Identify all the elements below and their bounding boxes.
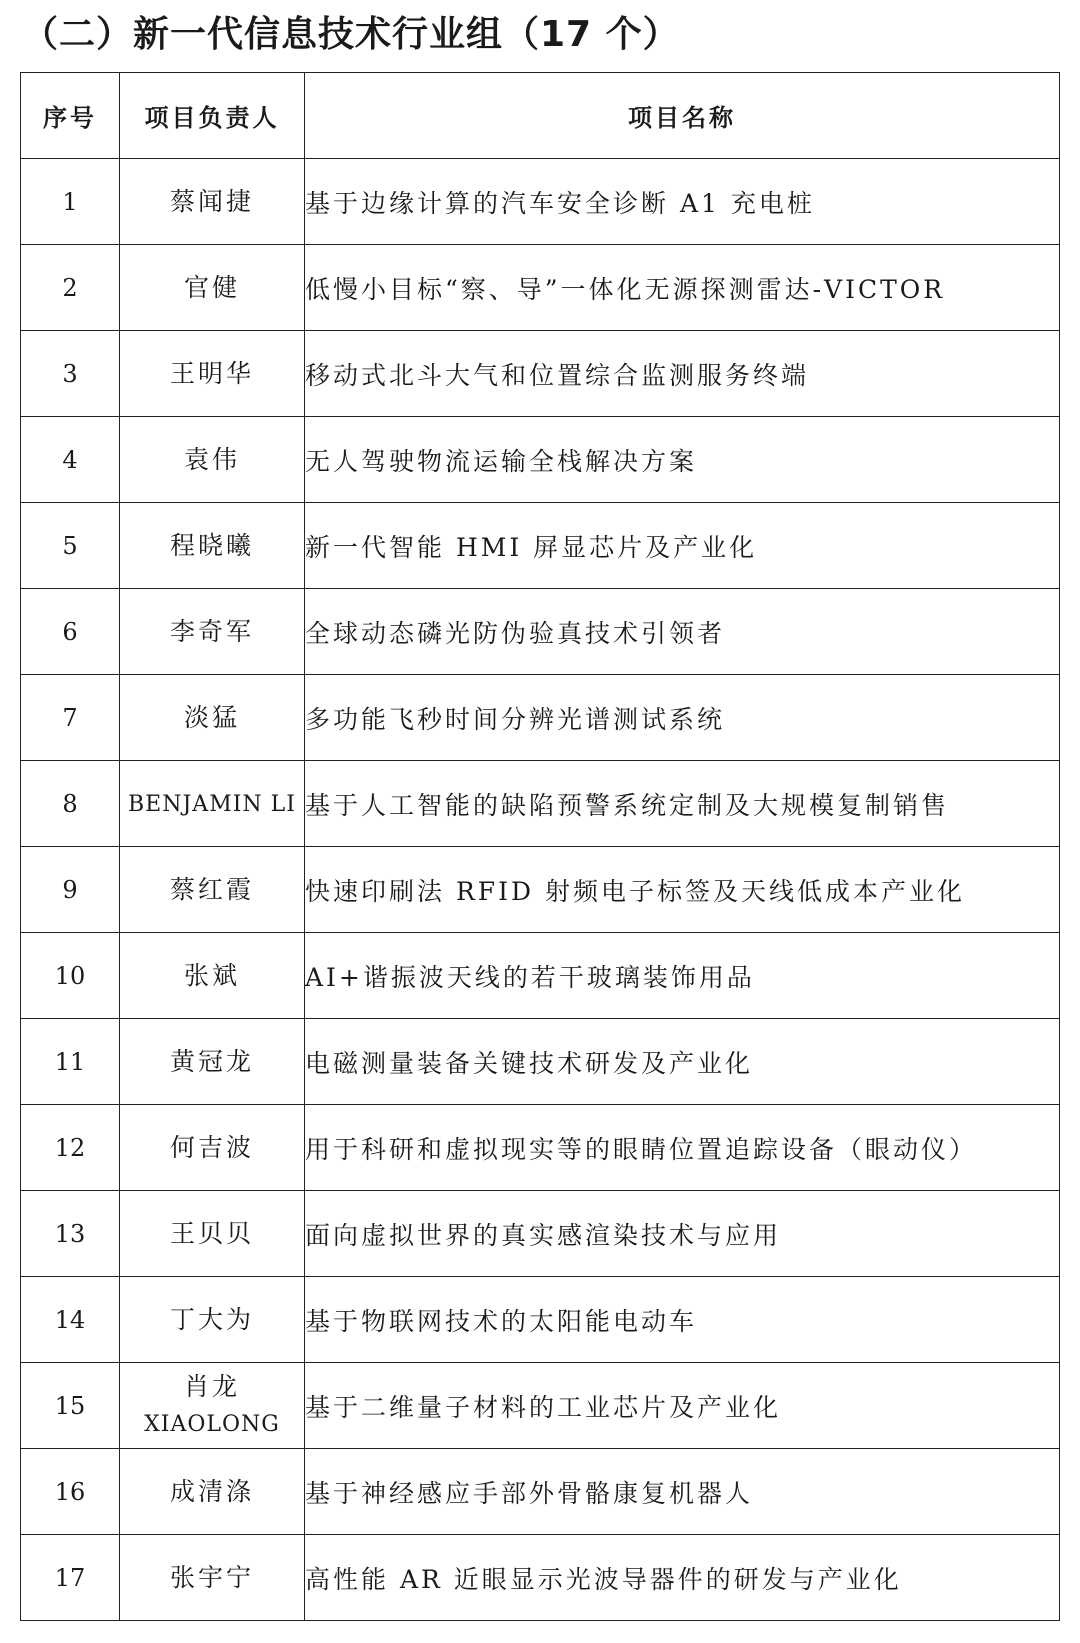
project-table (20, 72, 1060, 1621)
row-leader: 淡猛 (120, 675, 305, 761)
table-row (21, 1105, 1060, 1191)
row-leader: 王明华 (120, 331, 305, 417)
row-leader-latin: XIAOLONG (144, 1411, 280, 1437)
table-row (21, 1363, 1060, 1449)
row-leader-cn: 肖龙 (183, 1371, 240, 1401)
table-row (21, 1535, 1060, 1621)
header-name: 项目名称 (305, 73, 1060, 159)
table-row (21, 1277, 1060, 1363)
table-header-row (21, 73, 1060, 159)
table-row (21, 245, 1060, 331)
row-seq: 3 (21, 331, 120, 417)
row-seq: 16 (21, 1449, 120, 1535)
row-seq: 1 (21, 159, 120, 245)
row-leader: 王贝贝 (120, 1191, 305, 1277)
row-project-name: 低慢小目标“察、导”一体化无源探测雷达-VICTOR (305, 245, 1060, 331)
row-seq: 6 (21, 589, 120, 675)
row-project-name: 电磁测量装备关键技术研发及产业化 (305, 1019, 1060, 1105)
row-seq: 13 (21, 1191, 120, 1277)
table-row (21, 159, 1060, 245)
row-seq: 17 (21, 1535, 120, 1621)
table-row (21, 417, 1060, 503)
row-leader: 程晓曦 (120, 503, 305, 589)
row-leader: 蔡闻捷 (120, 159, 305, 245)
row-leader-latin: BENJAMIN LI (128, 791, 296, 817)
table-row (21, 589, 1060, 675)
row-project-name: 基于物联网技术的太阳能电动车 (305, 1277, 1060, 1363)
row-project-name: 基于二维量子材料的工业芯片及产业化 (305, 1363, 1060, 1449)
row-leader: 官健 (120, 245, 305, 331)
table-row (21, 1191, 1060, 1277)
row-seq: 9 (21, 847, 120, 933)
row-project-name: AI+谐振波天线的若干玻璃装饰用品 (305, 933, 1060, 1019)
row-seq: 8 (21, 761, 120, 847)
table-row (21, 1449, 1060, 1535)
row-seq: 12 (21, 1105, 120, 1191)
row-leader: 丁大为 (120, 1277, 305, 1363)
row-project-name: 移动式北斗大气和位置综合监测服务终端 (305, 331, 1060, 417)
row-seq: 4 (21, 417, 120, 503)
row-leader (120, 761, 305, 847)
row-project-name: 新一代智能 HMI 屏显芯片及产业化 (305, 503, 1060, 589)
header-leader: 项目负责人 (120, 73, 305, 159)
row-seq: 7 (21, 675, 120, 761)
row-seq: 14 (21, 1277, 120, 1363)
row-leader: 张斌 (120, 933, 305, 1019)
row-project-name: 高性能 AR 近眼显示光波导器件的研发与产业化 (305, 1535, 1060, 1621)
row-seq: 11 (21, 1019, 120, 1105)
row-project-name: 基于人工智能的缺陷预警系统定制及大规模复制销售 (305, 761, 1060, 847)
row-leader (120, 1363, 305, 1449)
table-row (21, 761, 1060, 847)
row-project-name: 基于神经感应手部外骨骼康复机器人 (305, 1449, 1060, 1535)
row-leader: 李奇军 (120, 589, 305, 675)
header-seq: 序号 (21, 73, 120, 159)
page-title: （二）新一代信息技术行业组（17 个） (22, 14, 680, 55)
row-seq: 15 (21, 1363, 120, 1449)
row-seq: 5 (21, 503, 120, 589)
row-project-name: 快速印刷法 RFID 射频电子标签及天线低成本产业化 (305, 847, 1060, 933)
table-row (21, 847, 1060, 933)
row-leader: 蔡红霞 (120, 847, 305, 933)
row-seq: 2 (21, 245, 120, 331)
row-project-name: 用于科研和虚拟现实等的眼睛位置追踪设备（眼动仪） (305, 1105, 1060, 1191)
row-leader: 袁伟 (120, 417, 305, 503)
row-leader: 张宇宁 (120, 1535, 305, 1621)
row-leader: 何吉波 (120, 1105, 305, 1191)
table-row (21, 675, 1060, 761)
row-project-name: 面向虚拟世界的真实感渲染技术与应用 (305, 1191, 1060, 1277)
row-project-name: 无人驾驶物流运输全栈解决方案 (305, 417, 1060, 503)
table-row (21, 503, 1060, 589)
table-row (21, 331, 1060, 417)
row-leader: 黄冠龙 (120, 1019, 305, 1105)
table-row (21, 1019, 1060, 1105)
row-project-name: 全球动态磷光防伪验真技术引领者 (305, 589, 1060, 675)
row-leader: 成清涤 (120, 1449, 305, 1535)
row-seq: 10 (21, 933, 120, 1019)
row-project-name: 多功能飞秒时间分辨光谱测试系统 (305, 675, 1060, 761)
row-project-name: 基于边缘计算的汽车安全诊断 A1 充电桩 (305, 159, 1060, 245)
table-row (21, 933, 1060, 1019)
